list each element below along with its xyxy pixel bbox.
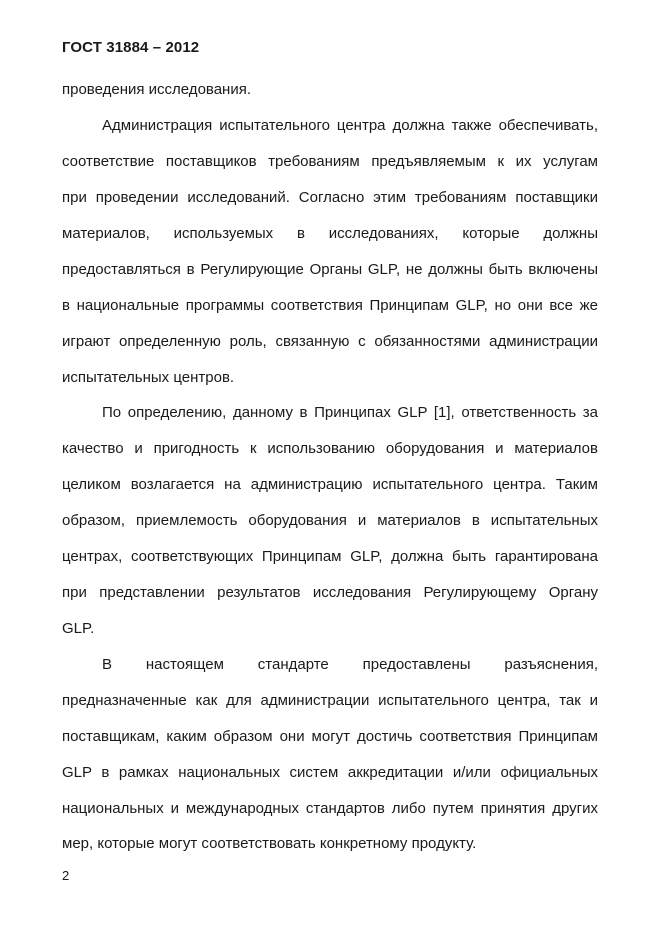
text-line: качество и пригодность к использованию оборудования и материалов [62, 440, 598, 457]
text-line: проведения исследования. [62, 81, 252, 98]
text-line: соответствие поставщиков требованиям предъявляемым к их услугам [62, 153, 598, 170]
text-line: GLP. [62, 620, 95, 637]
text-line: в национальные программы соответствия Принципам GLP, но они все же [62, 297, 598, 314]
page-number: 2 [62, 868, 70, 883]
text-line: национальных и международных стандартов либо путем принятия других [62, 800, 598, 817]
text-line: испытательных центров. [62, 369, 235, 386]
paragraph-first-line: По определению, данному в Принципах GLP [1], ответственность за [102, 404, 598, 421]
text-line: целиком возлагается на администрацию испытательного центра. Таким [62, 476, 598, 493]
text-line: при представлении результатов исследования Регулирующему Органу [62, 584, 598, 601]
paragraph-first-line: Администрация испытательного центра должна также обеспечивать, [102, 117, 598, 134]
document-header: ГОСТ 31884 – 2012 [62, 39, 200, 56]
text-line: центрах, соответствующих Принципам GLP, должна быть гарантирована [62, 548, 598, 565]
text-line: материалов, используемых в исследованиях, которые должны [62, 225, 598, 242]
text-line: играют определенную роль, связанную с обязанностями администрации [62, 333, 598, 350]
text-line: мер, которые могут соответствовать конкретному продукту. [62, 835, 477, 852]
text-line: GLP в рамках национальных систем аккредитации и/или официальных [62, 764, 598, 781]
text-line: поставщикам, каким образом они могут достичь соответствия Принципам [62, 728, 598, 745]
text-line: предназначенные как для администрации испытательного центра, так и [62, 692, 598, 709]
text-line: при проведении исследований. Согласно этим требованиям поставщики [62, 189, 598, 206]
text-line: предоставляться в Регулирующие Органы GLP, не должны быть включены [62, 261, 598, 278]
paragraph-first-line: В настоящем стандарте предоставлены разъяснения, [102, 656, 598, 673]
text-line: образом, приемлемость оборудования и материалов в испытательных [62, 512, 598, 529]
